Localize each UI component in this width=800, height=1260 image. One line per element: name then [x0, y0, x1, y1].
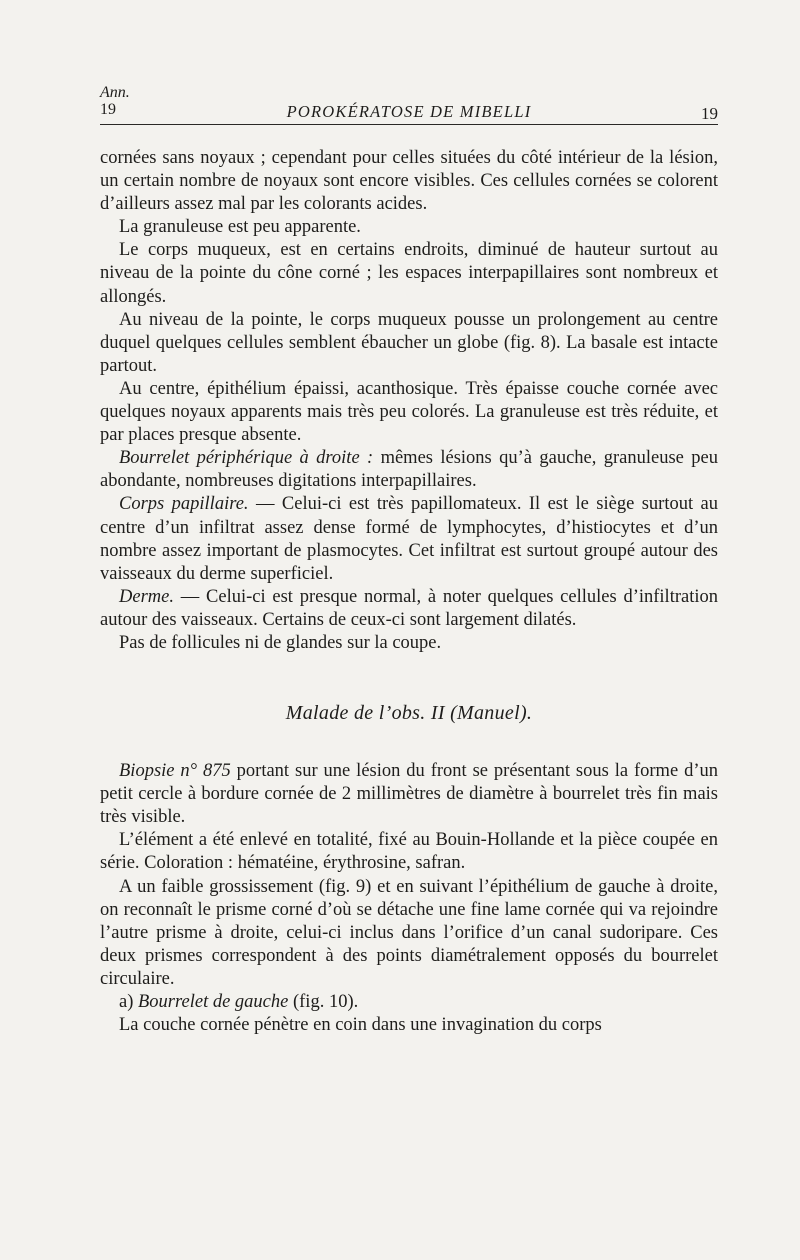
italic-lead: Derme.	[119, 586, 174, 607]
paragraph: Au niveau de la pointe, le corps muqueux pousse un prolongement au centre duquel quelques cellules semblent ébaucher un globe (fig. 8). La basale est intacte partout.	[100, 309, 718, 376]
running-header	[100, 100, 718, 125]
paragraph: Corps papillaire. — Celui-ci est très papillomateux. Il est le siège surtout au centre d’un infiltrat assez dense formé de lymphocytes, d’histiocytes et d’un nombre assez important de plasmocytes. Cet infiltrat est surtout groupé autour des vaisseaux du derme superficiel.	[100, 494, 718, 584]
list-marker: a)	[119, 992, 138, 1012]
paragraph: La granuleuse est peu apparente.	[119, 217, 361, 238]
paragraph: cornées sans noyaux ; cependant pour celles situées du côté intérieur de la lésion, un certain nombre de noyaux sont encore visibles. Ces cellules cornées se colorent d’ailleurs assez mal par les colorants acides.	[100, 148, 718, 215]
italic-lead: Bourrelet périphérique à droite :	[119, 448, 374, 469]
italic-lead: Biopsie n° 875	[119, 761, 231, 782]
paragraph: Bourrelet périphérique à droite : mêmes lésions qu’à gauche, granuleuse peu abondante, nombreuses digitations interpapillaires.	[100, 448, 718, 492]
paragraph: Le corps muqueux, est en certains endroits, diminué de hauteur surtout au niveau de la pointe du cône corné ; les espaces interpapillaires sont nombreux et allongés.	[100, 240, 718, 307]
annotation-volume-number: 19	[100, 101, 116, 118]
italic-lead: Corps papillaire.	[119, 494, 249, 515]
italic-lead: Bourrelet de gauche	[138, 992, 289, 1012]
paragraph: Biopsie n° 875 portant sur une lésion du front se présentant sous la forme d’un petit cercle à bordure cornée de 2 millimètres de diamètre à bourrelet très fin mais très visible.	[100, 761, 718, 828]
handwritten-annotation: Ann.	[100, 84, 130, 101]
paragraph: L’élément a été enlevé en totalité, fixé au Bouin-Hollande et la pièce coupée en série. Coloration : hématéine, érythrosine, safran.	[100, 830, 718, 874]
section-heading: Malade de l’obs. II (Manuel).	[285, 702, 533, 725]
paragraph: A un faible grossissement (fig. 9) et en suivant l’épithélium de gauche à droite, on reconnaît le prisme corné d’où se détache une fine lame cornée qui va rejoindre l’autre prisme à droite, celui-ci inclus dans l’orifice d’un canal sudoripare. Ces deux prismes correspondent à des points diamétralement opposés du bourrelet circulaire.	[100, 876, 718, 989]
page-body	[100, 147, 718, 1037]
paragraph: La couche cornée pénètre en coin dans une invagination du corps	[119, 1015, 602, 1036]
page-number: 19	[701, 104, 718, 123]
running-title: POROKÉRATOSE DE MIBELLI	[286, 102, 532, 121]
paragraph: Derme. — Celui-ci est presque normal, à noter quelques cellules d’infiltration autour des vaisseaux. Certains de ceux-ci sont largement dilatés.	[100, 586, 718, 630]
paragraph: Pas de follicules ni de glandes sur la coupe.	[119, 632, 442, 653]
paragraph: a) Bourrelet de gauche (fig. 10).	[119, 992, 359, 1012]
paragraph: Au centre, épithélium épaissi, acanthosique. Très épaisse couche cornée avec quelques noyaux apparents mais très peu colorés. La granuleuse est très réduite, et par places presque absente.	[100, 378, 718, 446]
